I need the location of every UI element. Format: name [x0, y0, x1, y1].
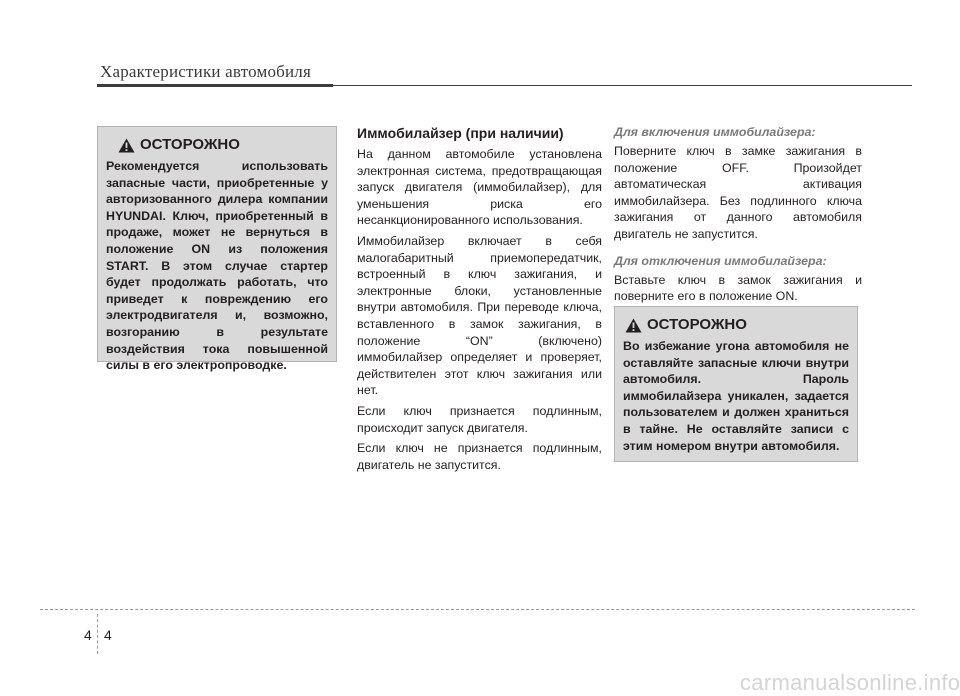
warning-heading: ОСТОРОЖНО	[647, 316, 747, 333]
page-number: 4	[104, 627, 112, 643]
deactivation-subtitle: Для отключения иммобилайзера:	[614, 253, 827, 268]
warning-text: Рекомендуется использовать запасные части, приобретенные у авторизованного дилера компании HYUNDAI. Ключ, приобретенный в продаже, может не вернуться в положение ON из положения START. В этом случае стартер будет продолжать работать, что приведет к повреждению его электродвигателя и, возможно, возгоранию в результате воздействия тока повышенной силы в его электропроводке.	[106, 159, 328, 373]
deactivation-text: Вставьте ключ в замок зажигания и поверните его в положение ON.	[614, 272, 862, 304]
warning-box-spare-keys	[614, 306, 858, 462]
watermark: carmanualsonline.info	[740, 670, 960, 695]
chapter-number: 4	[84, 627, 92, 643]
warning-heading-row	[106, 136, 328, 154]
warning-text: Во избежание угона автомобиля не оставляйте запасные ключи внутри автомобиля. Пароль иммобилайзера уникален, задается пользователем и должен храниться в тайне. Не оставляйте записи с этим номером внутри автомобиля.	[623, 339, 849, 453]
immobilizer-instructions	[614, 124, 862, 311]
section-title: Иммобилайзер (при наличии)	[357, 125, 564, 141]
immobilizer-section	[357, 124, 602, 477]
immobilizer-paragraph-4: Если ключ не признается подлинным, двигатель не запустится.	[357, 441, 602, 472]
warning-heading: ОСТОРОЖНО	[140, 136, 240, 153]
header-rule-thin	[333, 85, 912, 86]
immobilizer-paragraph-2: Иммобилайзер включает в себя малогабаритный приемопередатчик, встроенный в ключ зажигания, и электронные блоки, установленные внутри автомобиля. При переводе ключа, вставленного в замок зажигания, в положение “ON” (включено) иммобилайзер определяет и проверяет, действителен этот ключ зажигания или нет.	[357, 233, 602, 398]
header-rule-thick	[97, 84, 333, 87]
activation-text: Поверните ключ в замке зажигания в положение OFF. Произойдет автоматическая активация иммобилайзера. Без подлинного ключа зажигания от данного автомобиля двигатель не запустится.	[614, 144, 862, 241]
warning-heading-row	[623, 316, 849, 334]
activation-subtitle: Для включения иммобилайзера:	[614, 125, 816, 139]
warning-box-spare-parts	[97, 126, 337, 373]
warning-triangle-icon	[118, 138, 135, 153]
immobilizer-paragraph-3: Если ключ признается подлинным, происходит запуск двигателя.	[357, 403, 602, 435]
page-number-separator	[97, 614, 98, 654]
page-header-title: Характеристики автомобиля	[100, 62, 311, 81]
footer-rule	[40, 609, 915, 610]
warning-triangle-icon	[625, 318, 642, 333]
immobilizer-paragraph-1: На данном автомобиле установлена электронная система, предотвращающая запуск двигателя (иммобилайзер), для уменьшения риска его несанкционированного использования.	[357, 147, 602, 228]
